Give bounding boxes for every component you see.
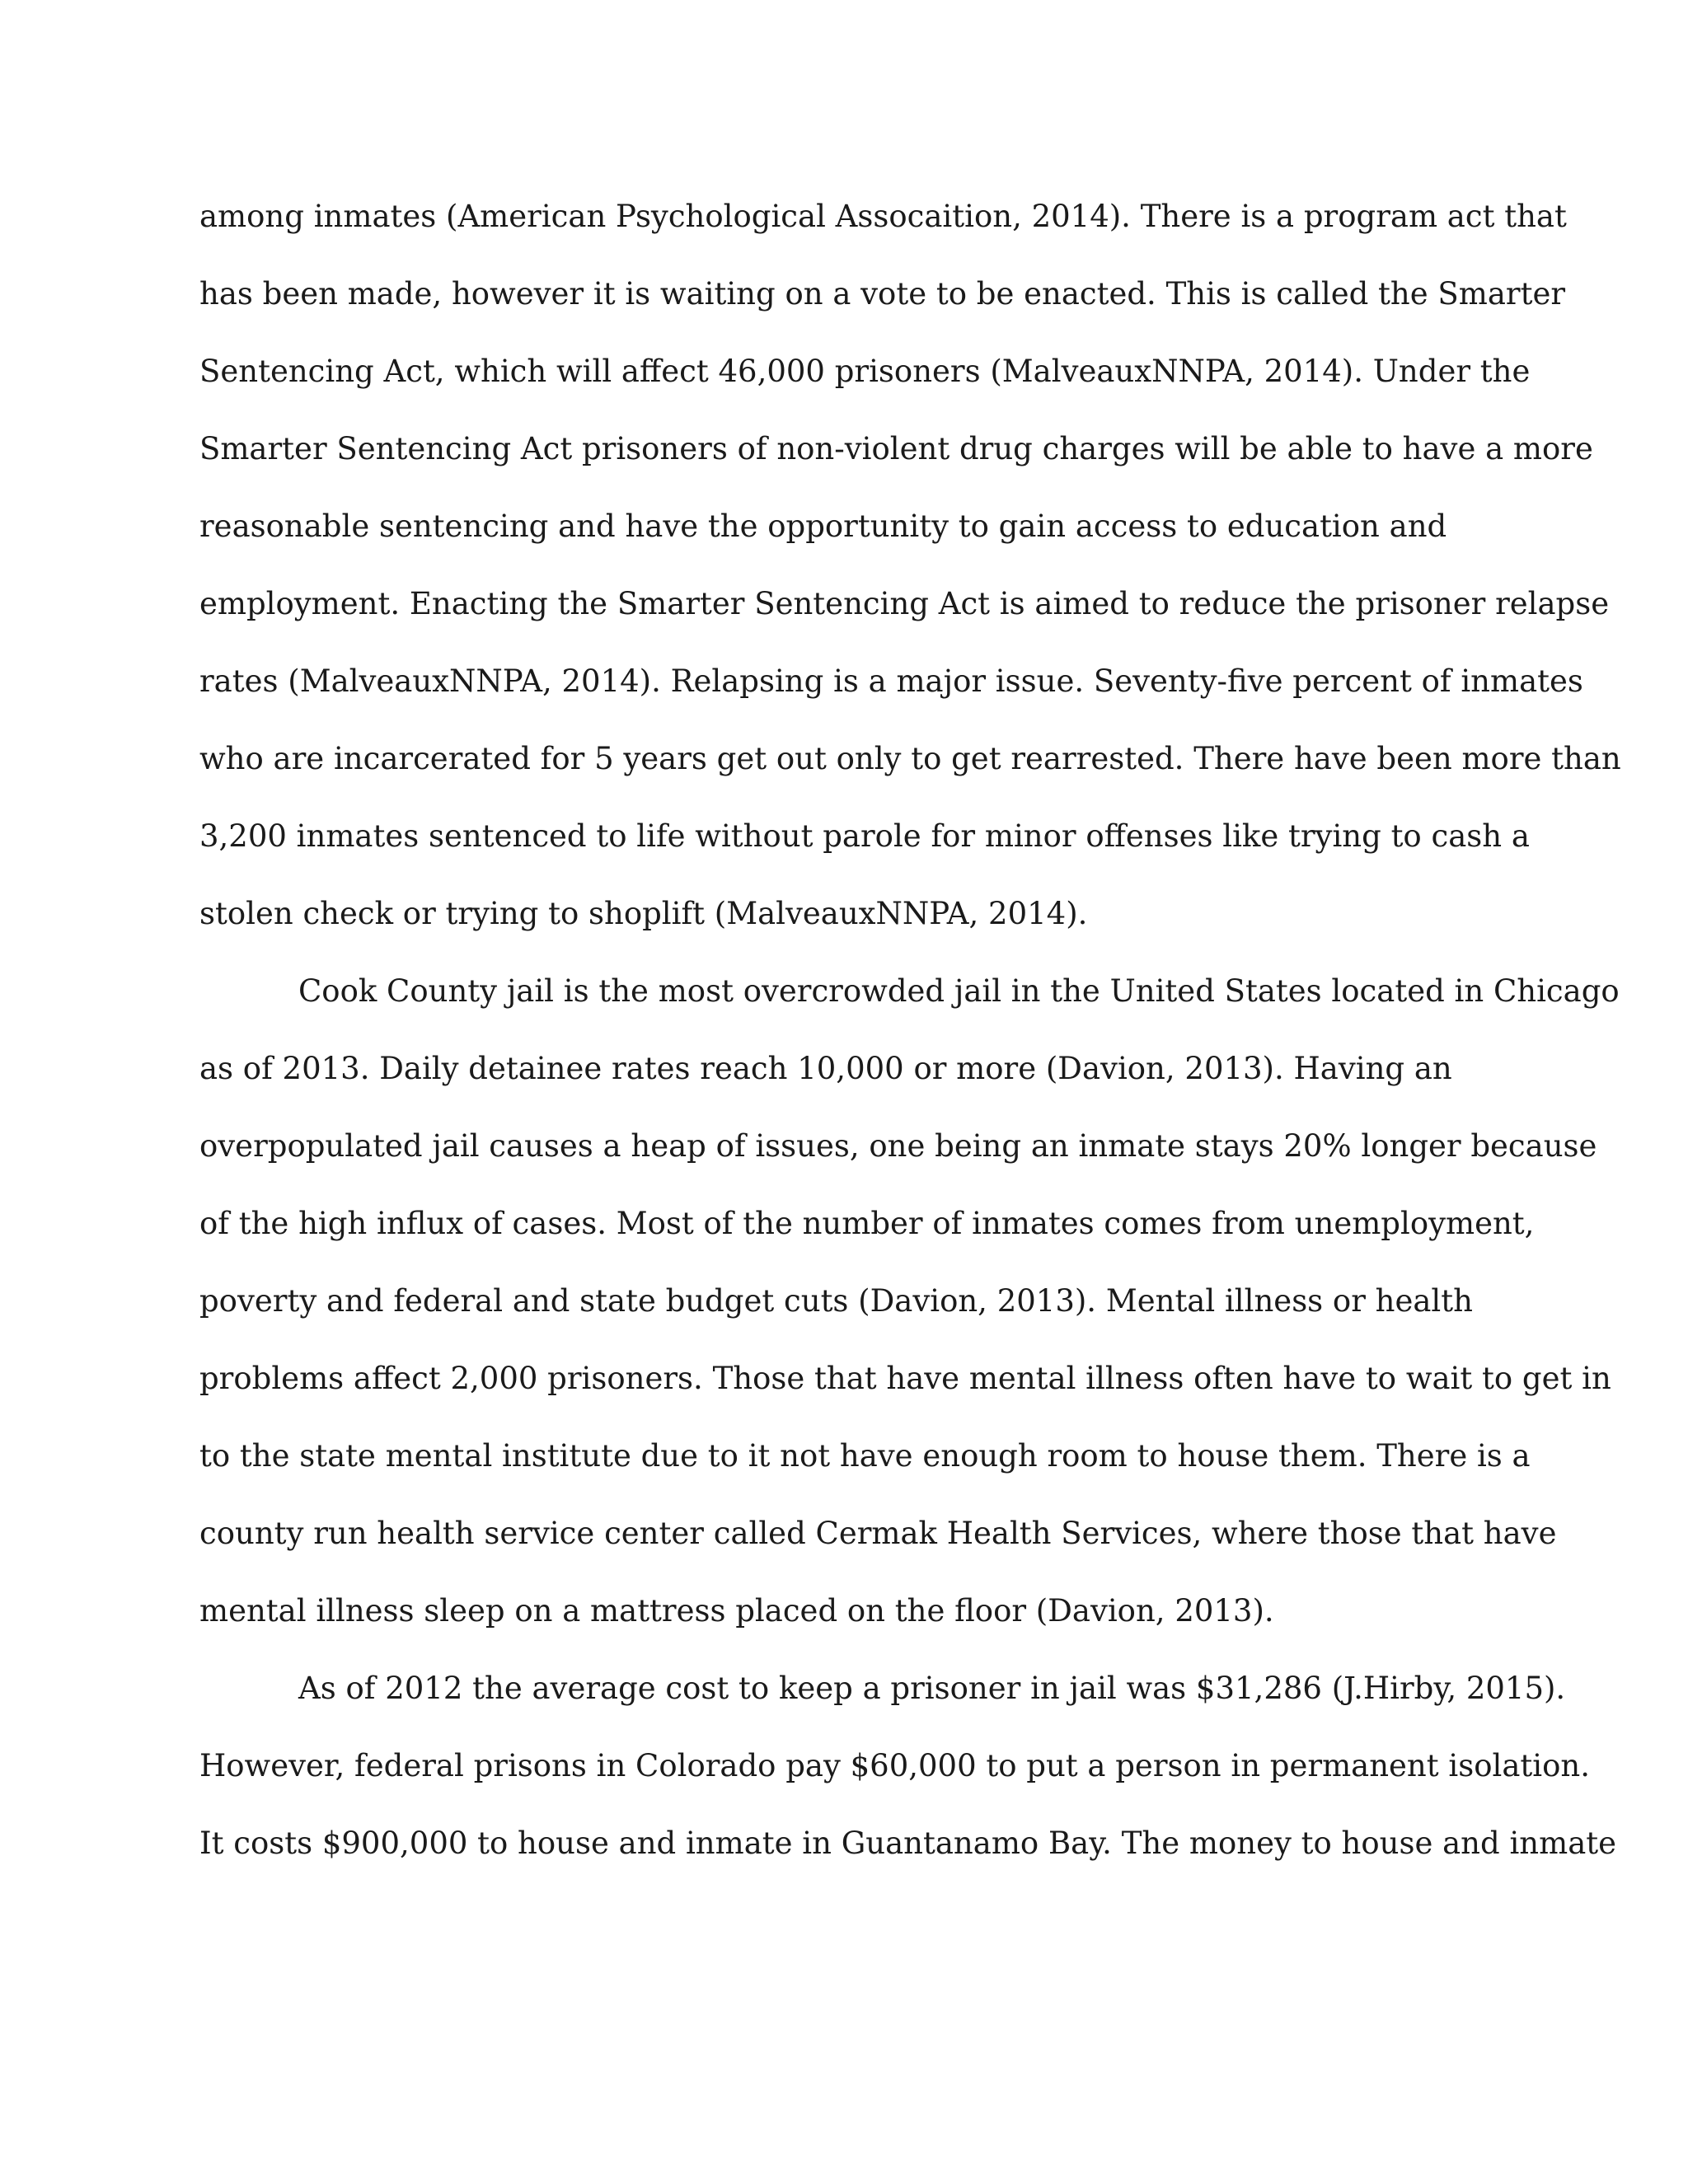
text-line: It costs $900,000 to house and inmate in Guantanamo Bay. The money to house and inmate (199, 1825, 1617, 1861)
paragraph-start-line: As of 2012 the average cost to keep a prisoner in jail was $31,286 (J.Hirby, 2015). (298, 1671, 1566, 1706)
text-line: problems affect 2,000 prisoners. Those that have mental illness often have to wait to get in (199, 1361, 1611, 1396)
text-line: 3,200 inmates sentenced to life without parole for minor offenses like trying to cash a (199, 818, 1530, 854)
text-line: rates (MalveauxNNPA, 2014). Relapsing is a major issue. Seventy-five percent of inmates (199, 663, 1583, 699)
text-line: mental illness sleep on a mattress placed on the floor (Davion, 2013). (199, 1593, 1274, 1629)
text-line: reasonable sentencing and have the opportunity to gain access to education and (199, 509, 1447, 544)
text-line: Smarter Sentencing Act prisoners of non-violent drug charges will be able to have a more (199, 431, 1593, 466)
paragraph-start-line: Cook County jail is the most overcrowded jail in the United States located in Chicago (298, 973, 1620, 1009)
text-line: county run health service center called Cermak Health Services, where those that have (199, 1516, 1557, 1551)
body-text (199, 191, 1621, 1896)
text-line: among inmates (American Psychological Assocaition, 2014). There is a program act that (199, 199, 1567, 234)
text-line: stolen check or trying to shoplift (MalveauxNNPA, 2014). (199, 896, 1088, 931)
text-line: Sentencing Act, which will affect 46,000 prisoners (MalveauxNNPA, 2014). Under the (199, 354, 1531, 389)
text-line: employment. Enacting the Smarter Sentencing Act is aimed to reduce the prisoner relapse (199, 586, 1610, 621)
text-line: overpopulated jail causes a heap of issues, one being an inmate stays 20% longer because (199, 1128, 1597, 1164)
text-line: of the high influx of cases. Most of the number of inmates comes from unemployment, (199, 1206, 1535, 1241)
text-line: However, federal prisons in Colorado pay $60,000 to put a person in permanent isolation. (199, 1748, 1590, 1783)
text-line: has been made, however it is waiting on a vote to be enacted. This is called the Smarter (199, 276, 1566, 312)
text-line: poverty and federal and state budget cuts (Davion, 2013). Mental illness or health (199, 1283, 1473, 1319)
text-line: who are incarcerated for 5 years get out only to get rearrested. There have been more than (199, 741, 1621, 776)
text-line: to the state mental institute due to it not have enough room to house them. There is a (199, 1438, 1531, 1474)
text-line: as of 2013. Daily detainee rates reach 10,000 or more (Davion, 2013). Having an (199, 1051, 1452, 1086)
